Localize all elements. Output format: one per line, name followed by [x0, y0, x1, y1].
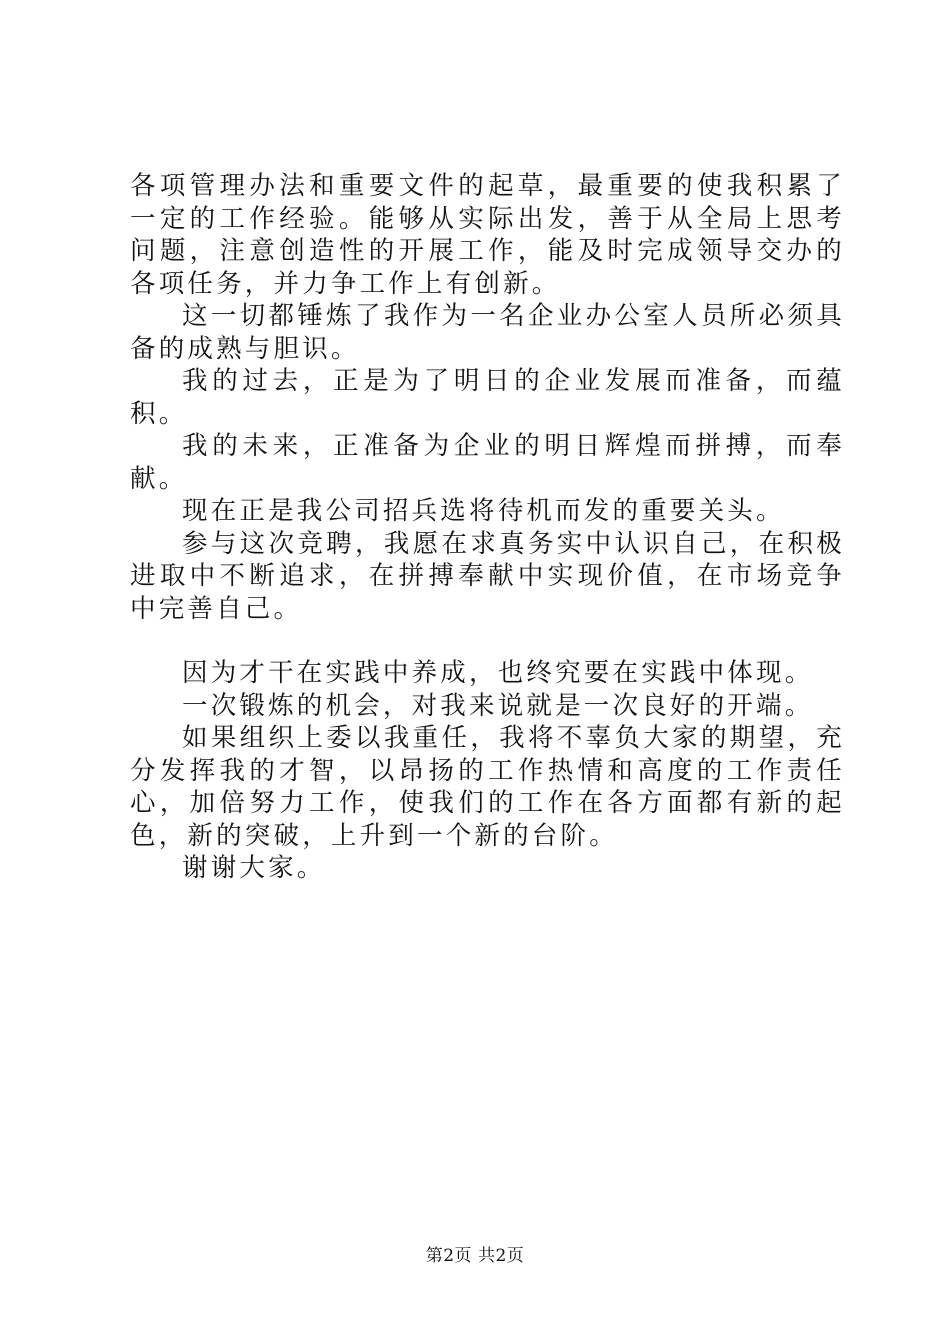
paragraph-commitment: 如果组织上委以我重任，我将不辜负大家的期望，充分发挥我的才智，以昂扬的工作热情和高度的工作责任心，加倍努力工作，使我们的工作在各方面都有新的起色，新的突破，上升到一个新的台阶。 — [130, 723, 845, 851]
paragraph-continuation: 各项管理办法和重要文件的起草，最重要的使我积累了一定的工作经验。能够从实际出发，善于从全局上思考问题，注意创造性的开展工作，能及时完成领导交办的各项任务，并力争工作上有创新。 — [130, 171, 845, 299]
page-number-footer: 第2页 共2页 — [425, 1246, 525, 1266]
paragraph-past: 我的过去，正是为了明日的企业发展而准备，而蕴积。 — [130, 366, 845, 429]
paragraph-future: 我的未来，正准备为企业的明日辉煌而拼搏，而奉献。 — [130, 431, 845, 494]
paragraph-moment: 现在正是我公司招兵选将待机而发的重要关头。 — [182, 496, 785, 526]
paragraph-thanks: 谢谢大家。 — [182, 853, 326, 883]
paragraph-competition: 参与这次竞聘，我愿在求真务实中认识自己，在积极进取中不断追求，在拼搏奉献中实现价值，在市场竞争中完善自己。 — [130, 528, 845, 624]
document-body — [130, 170, 845, 885]
paragraph-opportunity: 一次锻炼的机会，对我来说就是一次良好的开端。 — [182, 690, 814, 721]
paragraph-experience: 这一切都锤炼了我作为一名企业办公室人员所必须具备的成熟与胆识。 — [130, 301, 845, 364]
paragraph-practice: 因为才干在实践中养成，也终究要在实践中体现。 — [182, 658, 814, 688]
